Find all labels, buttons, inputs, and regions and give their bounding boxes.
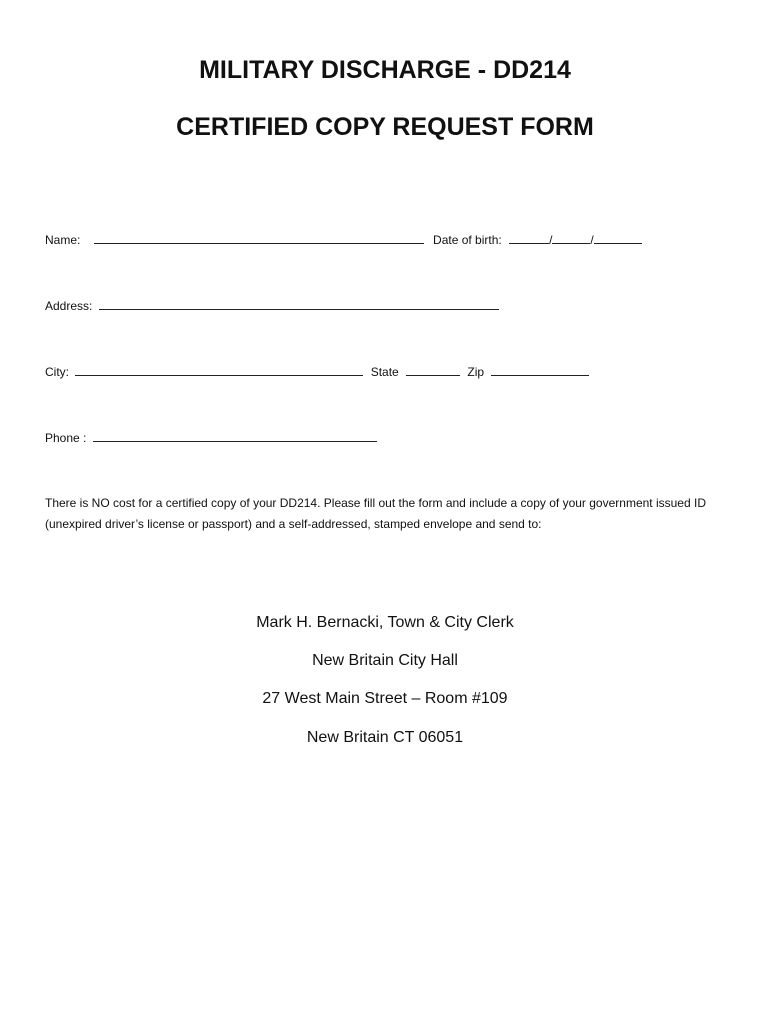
- phone-row: [45, 430, 377, 445]
- city-state-zip-row: [45, 364, 589, 379]
- document-title: MILITARY DISCHARGE - DD214: [199, 56, 571, 84]
- mailing-address-line3: 27 West Main Street – Room #109: [262, 690, 508, 707]
- mailing-address-line1: Mark H. Bernacki, Town & City Clerk: [256, 614, 514, 631]
- dob-label: Date of birth:: [433, 233, 502, 247]
- name-label: Name:: [45, 233, 81, 247]
- instructions-paragraph: There is NO cost for a certified copy of your DD214. Please fill out the form and include a copy of your government issued ID (unexpired driver’s license or passport) and a self-addressed, stamped envelope and send to:: [45, 496, 706, 531]
- dob-day-field[interactable]: [552, 232, 590, 244]
- name-field[interactable]: [94, 232, 424, 244]
- city-field[interactable]: [75, 364, 363, 376]
- mailing-address-line2: New Britain City Hall: [312, 652, 458, 669]
- phone-field[interactable]: [93, 430, 377, 442]
- dob-year-field[interactable]: [594, 232, 642, 244]
- name-dob-row: [45, 232, 642, 247]
- address-label: Address:: [45, 299, 93, 313]
- dob-separator: /: [549, 233, 553, 247]
- phone-label: Phone :: [45, 431, 87, 445]
- zip-label: Zip: [467, 365, 485, 379]
- city-label: City:: [45, 365, 69, 379]
- dob-separator: /: [590, 233, 594, 247]
- state-label: State: [370, 365, 399, 379]
- address-row: [45, 298, 499, 313]
- mailing-address-line4: New Britain CT 06051: [306, 729, 464, 746]
- document-subtitle: CERTIFIED COPY REQUEST FORM: [176, 113, 594, 141]
- address-field[interactable]: [99, 298, 499, 310]
- zip-field[interactable]: [491, 364, 589, 376]
- state-field[interactable]: [406, 364, 460, 376]
- dob-month-field[interactable]: [509, 232, 549, 244]
